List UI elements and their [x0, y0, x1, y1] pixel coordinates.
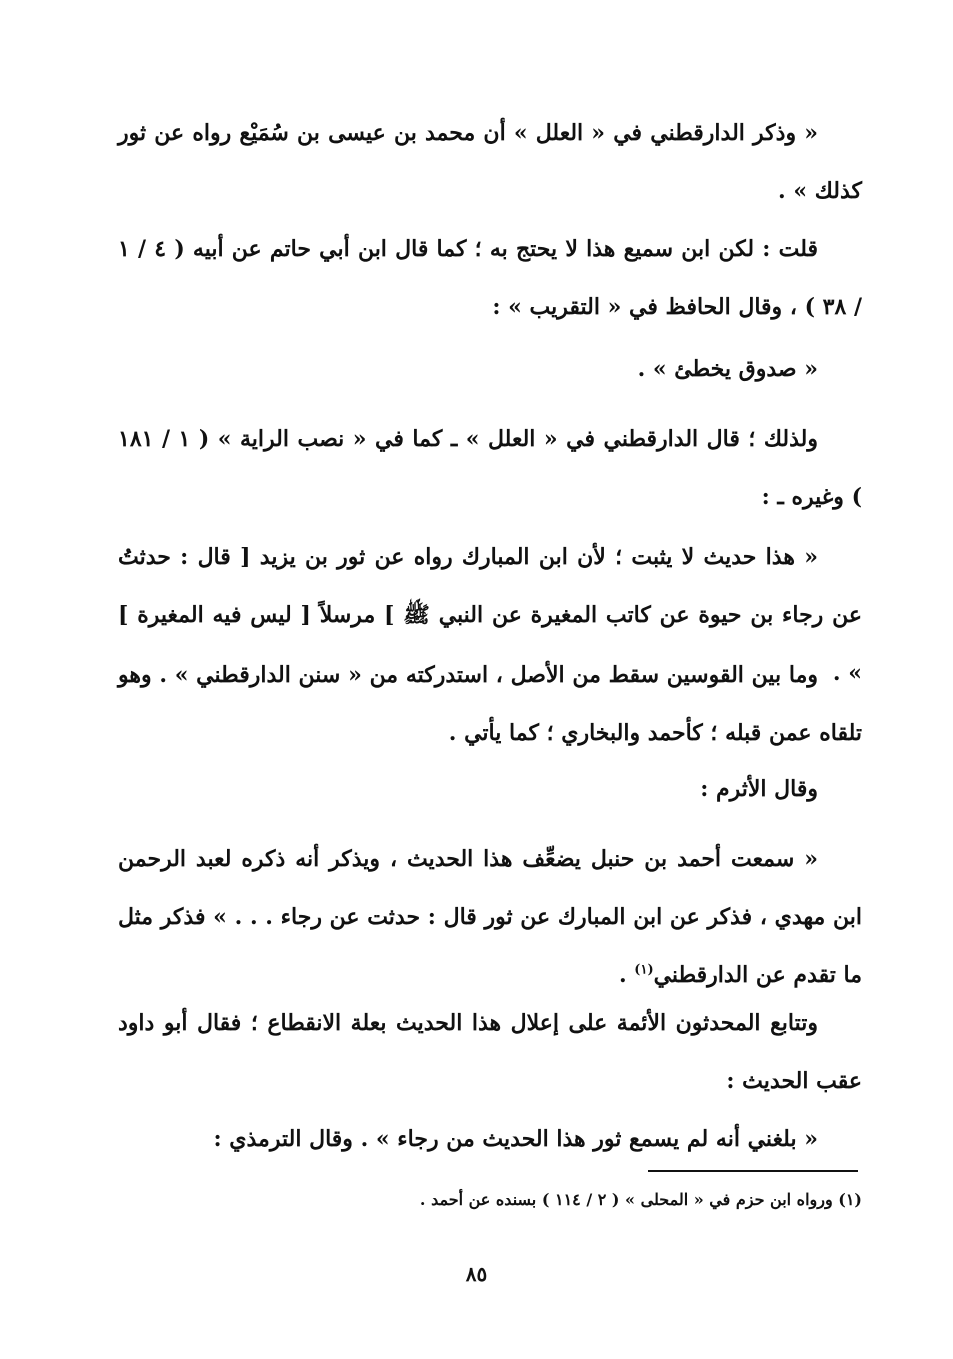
paragraph-3: « صدوق يخطئ » . [637, 356, 818, 382]
paragraph-7: وقال الأثرم : [700, 776, 818, 802]
paragraph-4: ولذلك ؛ قال الدارقطني في « العلل » ـ كما في « نصب الراية » ( ١ / ١٨١ ) وغيره ـ : [118, 426, 862, 510]
page-number: ٨٥ [465, 1262, 488, 1286]
paragraph-10: « بلغني أنه لم يسمع ثور هذا الحديث من رجاء » . وقال الترمذي : [213, 1126, 818, 1152]
paragraph-8 [118, 830, 862, 1004]
paragraph-9: وتتابع المحدثون الأئمة على إعلال هذا الحديث بعلة الانقطاع ؛ فقال أبو داود عقب الحديث : [118, 1010, 862, 1094]
paragraph-1: « وذكر الدارقطني في « العلل » أن محمد بن عيسى بن سُمَيْع رواه عن ثور كذلك » . [118, 120, 862, 204]
paragraph-6: وما بين القوسين سقط من الأصل ، استدركته من « سنن الدارقطني » . وهو تلقاه عمن قبله ؛ كأحمد والبخاري ؛ كما يأتي . [118, 662, 862, 746]
footnote-marker: (١) [634, 962, 654, 978]
paragraph-8-text: « سمعت أحمد بن حنبل يضعِّف هذا الحديث ، ويذكر أنه ذكره لعبد الرحمن ابن مهدي ، فذكر عن ابن المبارك عن ثور قال : حدثت عن رجاء . . . » فذكر مثل ما تقدم عن الدارقطني [118, 846, 862, 988]
paragraph-8-tail: . [618, 962, 635, 988]
footnote-divider [648, 1170, 858, 1172]
paragraph-5: « هذا حديث لا يثبت ؛ لأن ابن المبارك رواه عن ثور بن يزيد [ قال : حدثتُ عن رجاء بن حيوة عن كاتب المغيرة عن النبي ﷺ ] مرسلاً [ ليس فيه المغيرة ] » . [118, 544, 862, 686]
paragraph-2: قلت : لكن ابن سميع هذا لا يحتج به ؛ كما قال ابن أبي حاتم عن أبيه ( ٤ / ١ / ٣٨ ) ، وقال الحافظ في « التقريب » : [118, 236, 862, 320]
footnote: (١) ورواه ابن حزم في « المحلى » ( ٢ / ١١٤ ) بسنده عن أحمد . [419, 1190, 862, 1209]
page-body [118, 0, 862, 1359]
